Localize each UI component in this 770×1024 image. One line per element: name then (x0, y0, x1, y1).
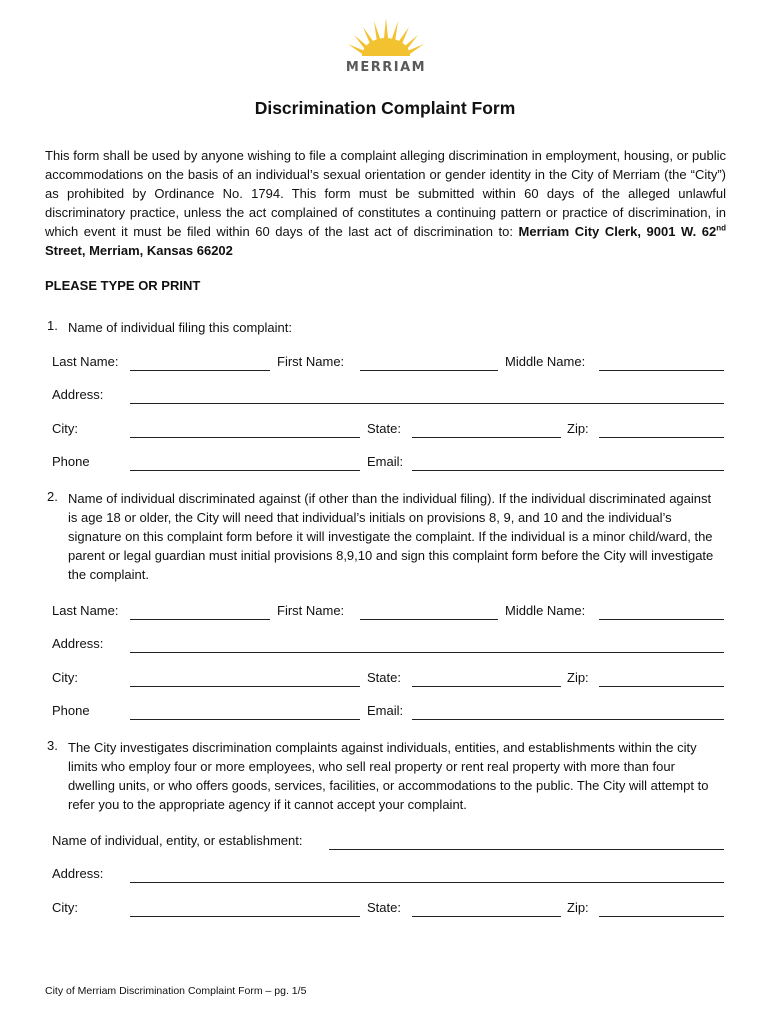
s2-zip-field[interactable] (599, 686, 724, 687)
section1-text: Name of individual filing this complaint: (68, 320, 292, 335)
s1-email-label: Email: (367, 454, 404, 469)
s1-first-name-field[interactable] (360, 370, 498, 371)
section2-text: Name of individual discriminated against (if other than the individual filing). If the individual discriminated against is age 18 or older, the City will need that individual’s initials on provisions 8, 9, and 10 and the individual’s signature on this complaint form before it will investigate the complaint. If the individual is a minor child/ward, the parent or legal guardian must initial provisions 8,9,10 and sign this complaint form before the City will investigate the complaint. (68, 491, 714, 582)
s2-city-label: City: (52, 670, 78, 685)
s1-first-name-label: First Name: (277, 354, 345, 369)
s1-last-name-field[interactable] (130, 370, 270, 371)
s1-state-field[interactable] (412, 437, 561, 438)
s3-zip-field[interactable] (599, 916, 724, 917)
s2-middle-name-field[interactable] (599, 619, 724, 620)
s2-address-field[interactable] (130, 652, 724, 653)
s2-email-field[interactable] (412, 719, 724, 720)
section1-number: 1. (47, 318, 58, 333)
section3-text: The City investigates discrimination complaints against individuals, entities, and establishments within the city limits who employ four or more employees, who sell real property or rent real property with more than four dwelling units, or who offers goods, services, facilities, or accommodations to the public. The City will attempt to refer you to the appropriate agency if it cannot accept your complaint. (68, 740, 709, 812)
s2-first-name-label: First Name: (277, 603, 345, 618)
s1-address-label: Address: (52, 387, 104, 402)
section3-number: 3. (47, 738, 58, 753)
s3-city-label: City: (52, 900, 78, 915)
s2-phone-label: Phone (52, 703, 90, 718)
s2-zip-label: Zip: (567, 670, 589, 685)
s2-email-label: Email: (367, 703, 404, 718)
s1-city-field[interactable] (130, 437, 360, 438)
s1-city-label: City: (52, 421, 78, 436)
s2-last-name-label: Last Name: (52, 603, 119, 618)
s3-city-field[interactable] (130, 916, 360, 917)
s2-phone-field[interactable] (130, 719, 360, 720)
s3-state-label: State: (367, 900, 401, 915)
s3-state-field[interactable] (412, 916, 561, 917)
s3-address-label: Address: (52, 866, 104, 881)
logo-wordmark: MERRIAM (345, 60, 427, 75)
s2-middle-name-label: Middle Name: (505, 603, 586, 618)
intro-text: This form shall be used by anyone wishing to file a complaint alleging discrimination in employment, housing, or public accommodations on the basis of an individual’s sexual orientation or gender identity in the City of Merriam (the “City”) as prohibited by Ordinance No. 1794. This form must be submitted within 60 days of the alleged unlawful discriminatory practice, unless the act complained of constitutes a continuing pattern or practice of discrimination, in which event it must be filed within 60 days of the last act of discrimination to: (45, 148, 726, 239)
s2-state-label: State: (367, 670, 401, 685)
s3-zip-label: Zip: (567, 900, 589, 915)
s2-last-name-field[interactable] (130, 619, 270, 620)
s1-middle-name-field[interactable] (599, 370, 724, 371)
page-footer: City of Merriam Discrimination Complaint Form – pg. 1/5 (45, 985, 307, 997)
s3-address-field[interactable] (130, 882, 724, 883)
s3-entity-field[interactable] (329, 849, 724, 850)
s1-phone-label: Phone (52, 454, 90, 469)
s2-address-label: Address: (52, 636, 104, 651)
s1-address-field[interactable] (130, 403, 724, 404)
type-or-print-heading: PLEASE TYPE OR PRINT (45, 278, 201, 293)
s2-first-name-field[interactable] (360, 619, 498, 620)
s1-phone-field[interactable] (130, 470, 360, 471)
intro-paragraph (45, 146, 726, 260)
clerk-address: Merriam City Clerk, 9001 W. 62nd Street, Merriam, Kansas 66202 (45, 223, 726, 258)
s1-email-field[interactable] (412, 470, 724, 471)
section2-number: 2. (47, 489, 58, 504)
s1-middle-name-label: Middle Name: (505, 354, 586, 369)
s1-state-label: State: (367, 421, 401, 436)
s2-city-field[interactable] (130, 686, 360, 687)
s1-last-name-label: Last Name: (52, 354, 119, 369)
s1-zip-field[interactable] (599, 437, 724, 438)
sun-icon (340, 14, 432, 60)
form-title: Discrimination Complaint Form (254, 98, 516, 118)
merriam-logo (340, 14, 432, 78)
s1-zip-label: Zip: (567, 421, 589, 436)
s3-entity-label: Name of individual, entity, or establishment: (52, 833, 303, 848)
s2-state-field[interactable] (412, 686, 561, 687)
